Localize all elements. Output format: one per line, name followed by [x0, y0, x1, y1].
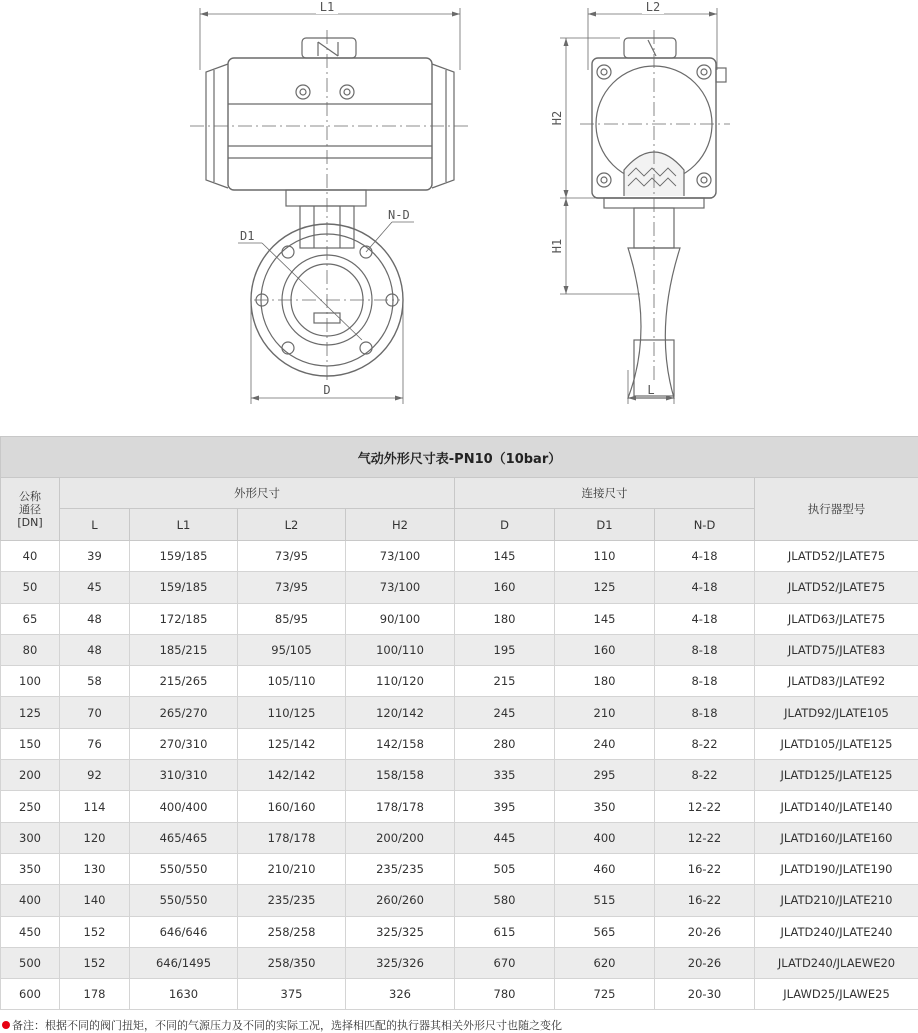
table-row — [1, 634, 918, 665]
dim-label-L: L — [647, 383, 654, 397]
table-row — [1, 822, 918, 853]
cell-N-D: 4-18 — [655, 603, 755, 634]
cell-D: 445 — [455, 822, 555, 853]
cell-N-D: 4-18 — [655, 572, 755, 603]
cell-N-D: 8-18 — [655, 697, 755, 728]
cell-D: 335 — [455, 760, 555, 791]
cell-H2: 260/260 — [346, 885, 455, 916]
table-row — [1, 603, 918, 634]
cell-D: 580 — [455, 885, 555, 916]
dim-label-D: D — [323, 383, 330, 397]
cell-H2: 200/200 — [346, 822, 455, 853]
cell-L1: 270/310 — [130, 728, 238, 759]
cell-L: 48 — [60, 603, 130, 634]
cell-L: 45 — [60, 572, 130, 603]
cell-L: 130 — [60, 853, 130, 884]
subheader-D1: D1 — [555, 509, 655, 541]
cell-L2: 178/178 — [238, 822, 346, 853]
dim-label-L2: L2 — [646, 0, 660, 14]
cell-dn: 150 — [1, 728, 60, 759]
subheader-L: L — [60, 509, 130, 541]
cell-actuator-model: JLATD125/JLATE125 — [755, 760, 918, 791]
cell-H2: 325/325 — [346, 916, 455, 947]
cell-D: 160 — [455, 572, 555, 603]
cell-dn: 450 — [1, 916, 60, 947]
cell-D: 670 — [455, 947, 555, 978]
cell-actuator-model: JLAWD25/JLAWE25 — [755, 979, 918, 1010]
cell-H2: 142/158 — [346, 728, 455, 759]
cell-dn: 300 — [1, 822, 60, 853]
table-row — [1, 979, 918, 1010]
cell-D1: 160 — [555, 634, 655, 665]
cell-L2: 375 — [238, 979, 346, 1010]
cell-actuator-model: JLATD240/JLATE240 — [755, 916, 918, 947]
cell-dn: 250 — [1, 791, 60, 822]
cell-N-D: 8-18 — [655, 666, 755, 697]
cell-H2: 178/178 — [346, 791, 455, 822]
cell-N-D: 8-22 — [655, 760, 755, 791]
cell-L2: 210/210 — [238, 853, 346, 884]
cell-L: 114 — [60, 791, 130, 822]
cell-D: 180 — [455, 603, 555, 634]
cell-D1: 125 — [555, 572, 655, 603]
cell-D1: 180 — [555, 666, 655, 697]
cell-L2: 258/350 — [238, 947, 346, 978]
cell-D: 145 — [455, 541, 555, 572]
cell-actuator-model: JLATD83/JLATE92 — [755, 666, 918, 697]
cell-D: 780 — [455, 979, 555, 1010]
table-body — [1, 541, 918, 1010]
front-view — [190, 0, 470, 404]
cell-L1: 310/310 — [130, 760, 238, 791]
cell-dn: 200 — [1, 760, 60, 791]
cell-L1: 159/185 — [130, 541, 238, 572]
cell-H2: 326 — [346, 979, 455, 1010]
cell-N-D: 16-22 — [655, 853, 755, 884]
cell-L2: 235/235 — [238, 885, 346, 916]
cell-actuator-model: JLATD75/JLATE83 — [755, 634, 918, 665]
cell-dn: 100 — [1, 666, 60, 697]
header-connection-dimensions: 连接尺寸 — [455, 478, 755, 509]
cell-D1: 460 — [555, 853, 655, 884]
cell-D: 395 — [455, 791, 555, 822]
cell-D: 280 — [455, 728, 555, 759]
cell-H2: 235/235 — [346, 853, 455, 884]
cell-actuator-model: JLATD52/JLATE75 — [755, 541, 918, 572]
cell-L1: 185/215 — [130, 634, 238, 665]
cell-actuator-model: JLATD105/JLATE125 — [755, 728, 918, 759]
cell-L1: 265/270 — [130, 697, 238, 728]
cell-D1: 725 — [555, 979, 655, 1010]
subheader-N-D: N-D — [655, 509, 755, 541]
cell-H2: 90/100 — [346, 603, 455, 634]
subheader-D: D — [455, 509, 555, 541]
cell-actuator-model: JLATD210/JLATE210 — [755, 885, 918, 916]
cell-actuator-model: JLATD52/JLATE75 — [755, 572, 918, 603]
cell-H2: 73/100 — [346, 541, 455, 572]
cell-D: 615 — [455, 916, 555, 947]
cell-L1: 550/550 — [130, 853, 238, 884]
footnote-bullet-icon — [2, 1021, 10, 1029]
cell-L1: 400/400 — [130, 791, 238, 822]
cell-L1: 172/185 — [130, 603, 238, 634]
cell-D: 215 — [455, 666, 555, 697]
footnote — [2, 1017, 562, 1033]
dim-label-H2: H2 — [550, 111, 564, 125]
cell-D1: 350 — [555, 791, 655, 822]
cell-N-D: 20-30 — [655, 979, 755, 1010]
table-row — [1, 728, 918, 759]
cell-L2: 258/258 — [238, 916, 346, 947]
cell-dn: 80 — [1, 634, 60, 665]
table-row — [1, 885, 918, 916]
cell-L2: 95/105 — [238, 634, 346, 665]
cell-L2: 125/142 — [238, 728, 346, 759]
spec-table — [0, 436, 918, 1010]
table-row — [1, 666, 918, 697]
cell-L: 58 — [60, 666, 130, 697]
cell-L: 48 — [60, 634, 130, 665]
cell-L2: 105/110 — [238, 666, 346, 697]
cell-L: 120 — [60, 822, 130, 853]
cell-N-D: 12-22 — [655, 822, 755, 853]
header-dn: 公称 通径 [DN] — [1, 478, 60, 541]
cell-L1: 1630 — [130, 979, 238, 1010]
cell-H2: 325/326 — [346, 947, 455, 978]
cell-dn: 350 — [1, 853, 60, 884]
header-outline-dimensions: 外形尺寸 — [60, 478, 455, 509]
subheader-L2: L2 — [238, 509, 346, 541]
cell-D1: 145 — [555, 603, 655, 634]
cell-L1: 646/646 — [130, 916, 238, 947]
cell-L1: 215/265 — [130, 666, 238, 697]
cell-dn: 500 — [1, 947, 60, 978]
cell-N-D: 20-26 — [655, 916, 755, 947]
cell-D: 245 — [455, 697, 555, 728]
cell-L2: 142/142 — [238, 760, 346, 791]
cell-dn: 400 — [1, 885, 60, 916]
dim-label-N-D: N-D — [388, 208, 410, 222]
cell-N-D: 12-22 — [655, 791, 755, 822]
cell-actuator-model: JLATD63/JLATE75 — [755, 603, 918, 634]
cell-D1: 400 — [555, 822, 655, 853]
cell-dn: 65 — [1, 603, 60, 634]
cell-L: 92 — [60, 760, 130, 791]
cell-dn: 125 — [1, 697, 60, 728]
cell-actuator-model: JLATD240/JLAEWE20 — [755, 947, 918, 978]
table-row — [1, 947, 918, 978]
cell-L: 152 — [60, 916, 130, 947]
cell-D1: 515 — [555, 885, 655, 916]
cell-N-D: 16-22 — [655, 885, 755, 916]
cell-actuator-model: JLATD140/JLATE140 — [755, 791, 918, 822]
table-row — [1, 572, 918, 603]
cell-L1: 159/185 — [130, 572, 238, 603]
subheader-L1: L1 — [130, 509, 238, 541]
cell-dn: 40 — [1, 541, 60, 572]
cell-dn: 600 — [1, 979, 60, 1010]
table-row — [1, 791, 918, 822]
header-actuator-model: 执行器型号 — [755, 478, 918, 541]
cell-L1: 550/550 — [130, 885, 238, 916]
footnote-text: 备注：根据不同的阀门扭矩，不同的气源压力及不同的实际工况，选择相匹配的执行器其相关外形尺寸也随之变化 — [12, 1017, 562, 1033]
cell-D: 195 — [455, 634, 555, 665]
cell-N-D: 8-18 — [655, 634, 755, 665]
cell-D: 505 — [455, 853, 555, 884]
dim-label-L1: L1 — [320, 0, 334, 14]
cell-L2: 85/95 — [238, 603, 346, 634]
cell-L1: 465/465 — [130, 822, 238, 853]
dim-label-H1: H1 — [550, 239, 564, 253]
cell-L2: 160/160 — [238, 791, 346, 822]
cell-H2: 120/142 — [346, 697, 455, 728]
cell-actuator-model: JLATD190/JLATE190 — [755, 853, 918, 884]
cell-D1: 620 — [555, 947, 655, 978]
cell-L: 76 — [60, 728, 130, 759]
cell-D1: 210 — [555, 697, 655, 728]
cell-dn: 50 — [1, 572, 60, 603]
cell-H2: 73/100 — [346, 572, 455, 603]
cell-L: 140 — [60, 885, 130, 916]
table-row — [1, 541, 918, 572]
cell-D1: 295 — [555, 760, 655, 791]
cell-L: 70 — [60, 697, 130, 728]
cell-L: 152 — [60, 947, 130, 978]
table-title: 气动外形尺寸表-PN10（10bar） — [1, 437, 918, 478]
cell-D1: 565 — [555, 916, 655, 947]
technical-drawing — [0, 0, 918, 410]
cell-L2: 73/95 — [238, 541, 346, 572]
cell-N-D: 8-22 — [655, 728, 755, 759]
cell-L2: 73/95 — [238, 572, 346, 603]
cell-L: 178 — [60, 979, 130, 1010]
cell-D1: 240 — [555, 728, 655, 759]
cell-L1: 646/1495 — [130, 947, 238, 978]
table-row — [1, 760, 918, 791]
cell-N-D: 4-18 — [655, 541, 755, 572]
cell-H2: 100/110 — [346, 634, 455, 665]
cell-actuator-model: JLATD92/JLATE105 — [755, 697, 918, 728]
side-view — [550, 0, 730, 404]
dim-label-D1: D1 — [240, 229, 254, 243]
cell-H2: 110/120 — [346, 666, 455, 697]
table-row — [1, 697, 918, 728]
cell-H2: 158/158 — [346, 760, 455, 791]
table-row — [1, 916, 918, 947]
cell-actuator-model: JLATD160/JLATE160 — [755, 822, 918, 853]
table-row — [1, 853, 918, 884]
cell-L2: 110/125 — [238, 697, 346, 728]
cell-D1: 110 — [555, 541, 655, 572]
subheader-H2: H2 — [346, 509, 455, 541]
cell-L: 39 — [60, 541, 130, 572]
cell-N-D: 20-26 — [655, 947, 755, 978]
